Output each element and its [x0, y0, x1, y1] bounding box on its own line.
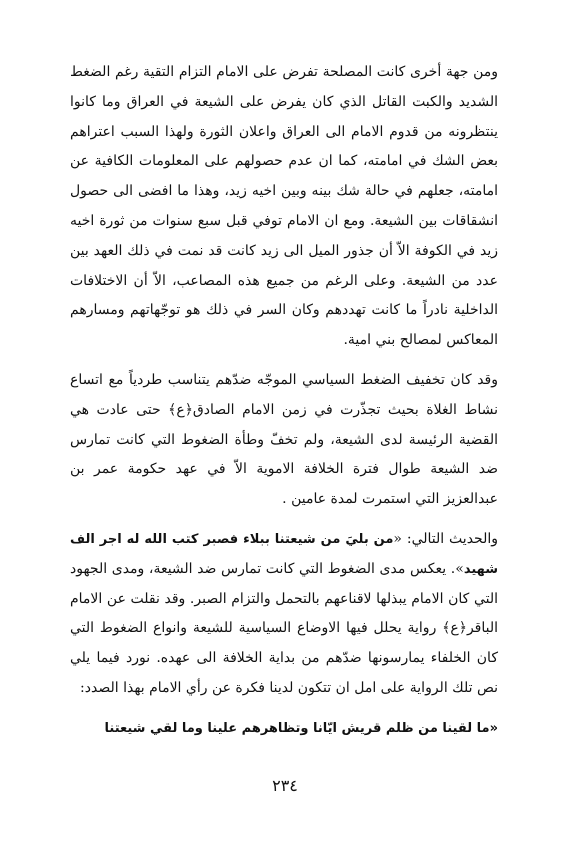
paragraph-3-text: ». يعكس مدى الضغوط التي كانت تمارس ضد الشيعة، ومدى الجهود التي كان الامام يبذلها لاقناعهم بالتحمل والتزام الصبر. وقد نقلت عن الامام الباقر﴿ع﴾ رواية يحلل فيها الاوضاع السياسية للشيعة وانواع الضغوط التي كان الخلفاء يمارسونها ضدّهم من بداية الخلافة الى عهده. نورد فيما يلي نص تلك الرواية على امل ان تتكون لدينا فكرة عن رأي الامام بهذا الصدد: [70, 560, 498, 696]
paragraph-3-intro: والحديث التالي: « [393, 530, 498, 547]
paragraph-3 [70, 525, 498, 704]
paragraph-2: وقد كان تخفيف الضغط السياسي الموجّه ضدّهم يتناسب طردياً مع اتساع نشاط الغلاة بحيث تجذّرت في زمن الامام الصادق﴿ع﴾ حتى عادت هي القضية الرئيسة لدى الشيعة، ولم تخفّ وطأة الضغوط التي كانت تمارس ضد الشيعة طوال فترة الخلافة الاموية الاّ في عهد حكومة عمر بن عبدالعزيز التي استمرت لمدة عامين . [70, 371, 498, 508]
paragraph-4 [70, 714, 498, 744]
narration-quote: «ما لقينا من ظلم قريش ايّانا وتظاهرهم علينا وما لقي شيعتنا [104, 720, 498, 736]
page-number: ٢٣٤ [272, 776, 298, 795]
hadith-quote: من بليَ من شيعتنا ببلاء فصبر كتب الله له اجر الف شهيد [70, 531, 498, 577]
page-body [70, 58, 498, 744]
paragraph-1: ومن جهة أخرى كانت المصلحة تفرض على الامام التزام التقية رغم الضغط الشديد والكبت القاتل الذي كان يفرض على الشيعة في العراق وما كانوا ينتظرونه من قدوم الامام الى العراق واعلان الثورة ولهذا السبب اعتراهم بعض الشك في امامته، كما ان عدم حصولهم على المعلومات الكافية عن امامته، جعلهم في حالة شك بينه وبين اخيه زيد، وهذا ما افضى الى حصول انشقاقات بين الشيعة. ومع ان الامام توفي قبل سبع سنوات من ثورة اخيه زيد في الكوفة الاّ أن جذور الميل الى زيد كانت قد نمت في ذلك العهد بين عدد من الشيعة. وعلى الرغم من جميع هذه المصاعب، الاّ أن الاختلافات الداخلية نادراً ما كانت تهددهم وكان السر في ذلك هو توجّهاتهم ومسارهم المعاكس لمصالح بني امية. [70, 64, 498, 349]
